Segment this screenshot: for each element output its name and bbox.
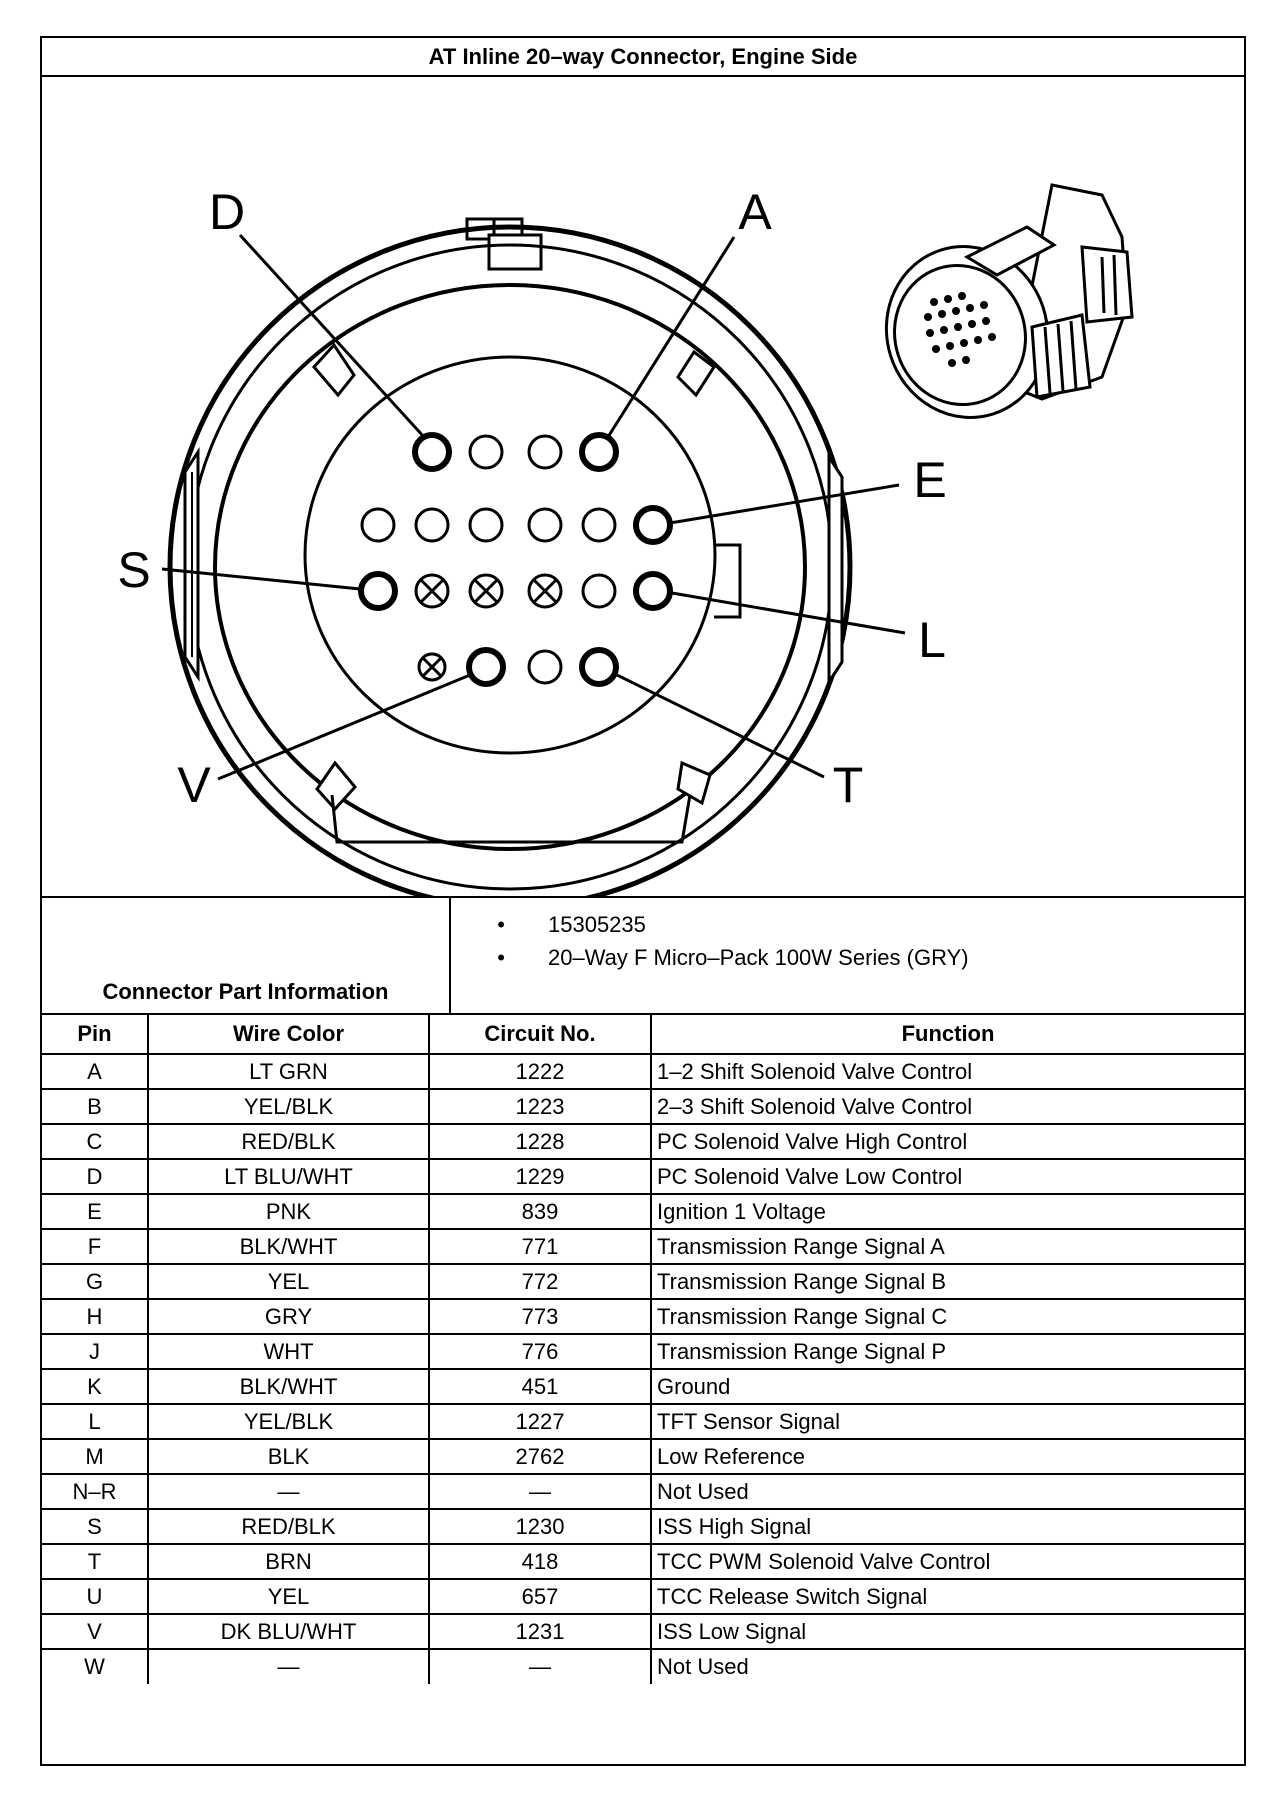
table-row <box>42 1194 1244 1229</box>
part-info-item <box>451 908 969 941</box>
cell-pin: G <box>42 1264 148 1299</box>
connector-3d-icon <box>864 185 1132 439</box>
connector-diagram <box>42 77 1244 896</box>
table-row <box>42 1159 1244 1194</box>
cell-wire-color: PNK <box>148 1194 429 1229</box>
table-row <box>42 1229 1244 1264</box>
table-row <box>42 1369 1244 1404</box>
table-row <box>42 1474 1244 1509</box>
cell-function: 1–2 Shift Solenoid Valve Control <box>651 1054 1244 1089</box>
part-info-list <box>451 908 969 974</box>
cell-pin: S <box>42 1509 148 1544</box>
diagram-area <box>42 77 1244 898</box>
cell-wire-color: YEL/BLK <box>148 1089 429 1124</box>
cell-wire-color: RED/BLK <box>148 1124 429 1159</box>
sheet-title: AT Inline 20–way Connector, Engine Side <box>42 38 1244 77</box>
cell-pin: E <box>42 1194 148 1229</box>
pin-cavities <box>361 435 670 684</box>
table-row <box>42 1579 1244 1614</box>
cell-function: Transmission Range Signal A <box>651 1229 1244 1264</box>
table-row <box>42 1264 1244 1299</box>
part-info-label: Connector Part Information <box>42 898 451 1013</box>
cell-pin: U <box>42 1579 148 1614</box>
connector-face-icon <box>170 219 850 896</box>
cell-circuit-no: — <box>429 1649 651 1684</box>
cell-function: Ignition 1 Voltage <box>651 1194 1244 1229</box>
cell-function: Not Used <box>651 1649 1244 1684</box>
cell-pin: D <box>42 1159 148 1194</box>
cell-circuit-no: 776 <box>429 1334 651 1369</box>
header-wire-color: Wire Color <box>148 1015 429 1054</box>
callout-t: T <box>832 757 864 813</box>
cell-circuit-no: 839 <box>429 1194 651 1229</box>
cell-wire-color: WHT <box>148 1334 429 1369</box>
cell-function: TFT Sensor Signal <box>651 1404 1244 1439</box>
cell-pin: F <box>42 1229 148 1264</box>
cell-function: Transmission Range Signal P <box>651 1334 1244 1369</box>
cell-wire-color: — <box>148 1474 429 1509</box>
cell-circuit-no: 1231 <box>429 1614 651 1649</box>
cell-pin: J <box>42 1334 148 1369</box>
cell-pin: H <box>42 1299 148 1334</box>
cell-wire-color: LT BLU/WHT <box>148 1159 429 1194</box>
cell-circuit-no: 772 <box>429 1264 651 1299</box>
callout-s: S <box>117 542 151 598</box>
cell-wire-color: LT GRN <box>148 1054 429 1089</box>
cell-circuit-no: 418 <box>429 1544 651 1579</box>
cell-circuit-no: — <box>429 1474 651 1509</box>
cell-wire-color: DK BLU/WHT <box>148 1614 429 1649</box>
table-row <box>42 1509 1244 1544</box>
cell-circuit-no: 1228 <box>429 1124 651 1159</box>
cell-function: TCC PWM Solenoid Valve Control <box>651 1544 1244 1579</box>
cell-pin: N–R <box>42 1474 148 1509</box>
cell-function: ISS High Signal <box>651 1509 1244 1544</box>
connector-part-information <box>42 898 1244 1015</box>
cell-pin: C <box>42 1124 148 1159</box>
part-number: 15305235 <box>548 912 646 937</box>
table-header-row <box>42 1015 1244 1054</box>
table-row <box>42 1299 1244 1334</box>
cell-pin: W <box>42 1649 148 1684</box>
cell-wire-color: — <box>148 1649 429 1684</box>
cell-function: Transmission Range Signal C <box>651 1299 1244 1334</box>
cell-circuit-no: 451 <box>429 1369 651 1404</box>
cell-pin: L <box>42 1404 148 1439</box>
callout-l: L <box>918 612 946 668</box>
part-info-item <box>451 941 969 974</box>
cell-circuit-no: 2762 <box>429 1439 651 1474</box>
cell-function: Low Reference <box>651 1439 1244 1474</box>
table-row <box>42 1544 1244 1579</box>
cell-circuit-no: 1229 <box>429 1159 651 1194</box>
cell-circuit-no: 773 <box>429 1299 651 1334</box>
header-pin: Pin <box>42 1015 148 1054</box>
part-description: 20–Way F Micro–Pack 100W Series (GRY) <box>548 945 969 970</box>
callout-d: D <box>208 184 246 240</box>
cell-function: Transmission Range Signal B <box>651 1264 1244 1299</box>
cell-pin: A <box>42 1054 148 1089</box>
cell-wire-color: BRN <box>148 1544 429 1579</box>
cell-function: ISS Low Signal <box>651 1614 1244 1649</box>
cell-circuit-no: 657 <box>429 1579 651 1614</box>
cell-wire-color: YEL <box>148 1579 429 1614</box>
cell-pin: B <box>42 1089 148 1124</box>
cell-wire-color: YEL <box>148 1264 429 1299</box>
cell-wire-color: GRY <box>148 1299 429 1334</box>
connector-sheet <box>40 36 1246 1766</box>
header-function: Function <box>651 1015 1244 1054</box>
callout-v: V <box>177 757 211 813</box>
cell-circuit-no: 771 <box>429 1229 651 1264</box>
callout-e: E <box>913 452 947 508</box>
table-row <box>42 1614 1244 1649</box>
cell-wire-color: BLK/WHT <box>148 1229 429 1264</box>
cell-circuit-no: 1227 <box>429 1404 651 1439</box>
callout-a: A <box>738 184 772 240</box>
cell-wire-color: YEL/BLK <box>148 1404 429 1439</box>
cell-pin: T <box>42 1544 148 1579</box>
leader-lines <box>162 235 905 779</box>
pin-table <box>42 1015 1244 1684</box>
table-row <box>42 1404 1244 1439</box>
cell-function: PC Solenoid Valve Low Control <box>651 1159 1244 1194</box>
table-row <box>42 1124 1244 1159</box>
cell-wire-color: BLK <box>148 1439 429 1474</box>
pin-table-body <box>42 1054 1244 1684</box>
table-row <box>42 1439 1244 1474</box>
header-circuit-no: Circuit No. <box>429 1015 651 1054</box>
table-row <box>42 1054 1244 1089</box>
cell-wire-color: BLK/WHT <box>148 1369 429 1404</box>
cell-function: PC Solenoid Valve High Control <box>651 1124 1244 1159</box>
table-row <box>42 1649 1244 1684</box>
cell-function: Ground <box>651 1369 1244 1404</box>
cell-pin: V <box>42 1614 148 1649</box>
cell-function: Not Used <box>651 1474 1244 1509</box>
table-row <box>42 1334 1244 1369</box>
cell-pin: M <box>42 1439 148 1474</box>
cell-circuit-no: 1230 <box>429 1509 651 1544</box>
cell-pin: K <box>42 1369 148 1404</box>
cell-function: 2–3 Shift Solenoid Valve Control <box>651 1089 1244 1124</box>
cell-function: TCC Release Switch Signal <box>651 1579 1244 1614</box>
cell-circuit-no: 1222 <box>429 1054 651 1089</box>
cell-circuit-no: 1223 <box>429 1089 651 1124</box>
cell-wire-color: RED/BLK <box>148 1509 429 1544</box>
table-row <box>42 1089 1244 1124</box>
